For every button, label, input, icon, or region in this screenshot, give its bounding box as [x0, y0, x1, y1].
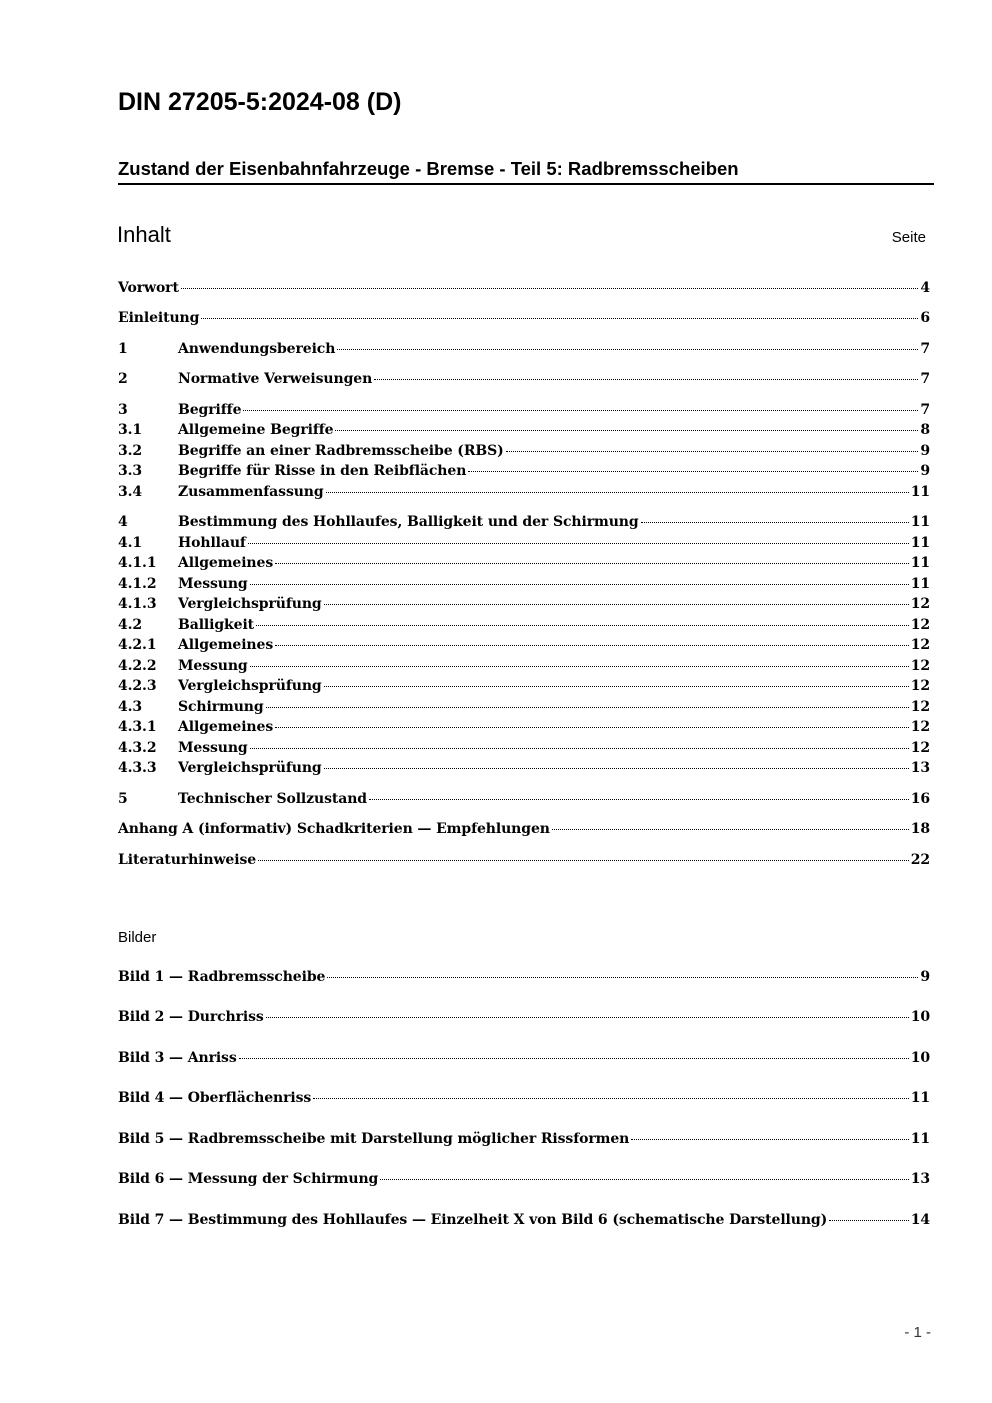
toc-entry-number: 4.1 — [118, 535, 143, 551]
toc-entry-page: 13 — [910, 760, 930, 776]
toc-entry[interactable] — [118, 637, 930, 657]
figure-entry-page: 11 — [910, 1090, 930, 1106]
toc-entry-label: Allgemeines — [178, 637, 274, 653]
dot-leader — [266, 1017, 909, 1018]
toc-entry-number: 4.2.1 — [118, 637, 157, 653]
toc-entry[interactable] — [118, 719, 930, 739]
toc-entry-number: 3.4 — [118, 484, 143, 500]
dot-leader — [313, 1098, 909, 1099]
toc-entry-label: Technischer Sollzustand — [178, 791, 367, 807]
dot-leader — [335, 430, 918, 431]
toc-entry-number: 4.3 — [118, 699, 143, 715]
toc-entry[interactable] — [118, 852, 930, 872]
figure-entry-label: Bild 6 — Messung der Schirmung — [118, 1171, 379, 1187]
dot-leader — [275, 563, 909, 564]
page-number: - 1 - — [904, 1324, 931, 1341]
toc-entry-page: 12 — [910, 658, 930, 674]
dot-leader — [374, 379, 918, 380]
dot-leader — [631, 1139, 908, 1140]
toc-entry-page: 11 — [910, 535, 930, 551]
dot-leader — [256, 625, 909, 626]
toc-entry[interactable] — [118, 658, 930, 678]
toc-entry[interactable] — [118, 740, 930, 760]
dot-leader — [327, 977, 918, 978]
toc-entry[interactable] — [118, 422, 930, 442]
toc-entry-label: Anwendungsbereich — [178, 341, 336, 357]
toc-entry[interactable] — [118, 310, 930, 330]
dot-leader — [250, 666, 909, 667]
dot-leader — [506, 451, 919, 452]
toc-entry-label: Zusammenfassung — [178, 484, 324, 500]
toc-entry-page: 4 — [920, 280, 930, 296]
toc-entry-number: 4.2.2 — [118, 658, 157, 674]
dot-leader — [641, 522, 909, 523]
dot-leader — [552, 829, 909, 830]
toc-entry-label: Anhang A (informativ) Schadkriterien — Empfehlungen — [118, 821, 550, 837]
toc-entry-page: 16 — [910, 791, 930, 807]
toc-entry[interactable] — [118, 699, 930, 719]
toc-entry-label: Begriffe an einer Radbremsscheibe (RBS) — [178, 443, 504, 459]
figure-entry[interactable] — [118, 1131, 930, 1151]
figure-entry-label: Bild 1 — Radbremsscheibe — [118, 969, 326, 985]
toc-entry-label: Balligkeit — [178, 617, 255, 633]
toc-entry[interactable] — [118, 555, 930, 575]
dot-leader — [250, 748, 909, 749]
toc-entry-page: 12 — [910, 719, 930, 735]
toc-entry-page: 9 — [920, 463, 930, 479]
dot-leader — [275, 727, 909, 728]
figure-entry-page: 10 — [910, 1050, 930, 1066]
toc-entry[interactable] — [118, 617, 930, 637]
toc-entry-label: Begriffe für Risse in den Reibflächen — [178, 463, 467, 479]
toc-entry-page: 11 — [910, 555, 930, 571]
figure-entry-page: 13 — [910, 1171, 930, 1187]
dot-leader — [201, 318, 918, 319]
toc-entry-page: 12 — [910, 678, 930, 694]
figures-heading: Bilder — [118, 929, 157, 946]
toc-entry-label: Vergleichsprüfung — [178, 760, 322, 776]
dot-leader — [181, 288, 919, 289]
toc-entry-label: Einleitung — [118, 310, 200, 326]
toc-entry-page: 22 — [910, 852, 930, 868]
toc-entry-number: 3 — [118, 402, 128, 418]
toc-entry[interactable] — [118, 341, 930, 361]
toc-entry-label: Vorwort — [118, 280, 179, 296]
toc-entry-label: Allgemeine Begriffe — [178, 422, 334, 438]
dot-leader — [380, 1179, 908, 1180]
toc-entry-label: Bestimmung des Hohllaufes, Balligkeit und der Schirmung — [178, 514, 639, 530]
toc-entry-label: Allgemeines — [178, 719, 274, 735]
toc-entry-number: 3.1 — [118, 422, 143, 438]
document-title: DIN 27205-5:2024-08 (D) — [118, 88, 402, 116]
toc-entry-number: 3.2 — [118, 443, 143, 459]
figure-entry[interactable] — [118, 1090, 930, 1110]
figure-entry-label: Bild 3 — Anriss — [118, 1050, 237, 1066]
dot-leader — [275, 645, 909, 646]
toc-entry-number: 4.2.3 — [118, 678, 157, 694]
toc-entry[interactable] — [118, 463, 930, 483]
figure-entry-page: 9 — [920, 969, 930, 985]
toc-entry-label: Begriffe — [178, 402, 242, 418]
toc-entry-page: 11 — [910, 576, 930, 592]
toc-entry[interactable] — [118, 514, 930, 534]
toc-entry-number: 5 — [118, 791, 128, 807]
toc-entry-page: 7 — [920, 341, 930, 357]
toc-entry-label: Vergleichsprüfung — [178, 678, 322, 694]
dot-leader — [324, 686, 909, 687]
toc-entry-page: 6 — [920, 310, 930, 326]
dot-leader — [326, 492, 909, 493]
toc-entry[interactable] — [118, 402, 930, 422]
dot-leader — [250, 584, 909, 585]
toc-entry-number: 4.3.3 — [118, 760, 157, 776]
toc-entry[interactable] — [118, 791, 930, 811]
toc-entry-page: 12 — [910, 596, 930, 612]
toc-entry-page: 12 — [910, 617, 930, 633]
toc-entry-page: 9 — [920, 443, 930, 459]
toc-heading: Inhalt — [117, 222, 171, 247]
dot-leader — [468, 471, 918, 472]
toc-entry-page: 11 — [910, 484, 930, 500]
toc-entry-label: Messung — [178, 658, 248, 674]
toc-entry[interactable] — [118, 821, 930, 841]
figure-entry-label: Bild 4 — Oberflächenriss — [118, 1090, 312, 1106]
toc-entry-page: 12 — [910, 699, 930, 715]
toc-entry-label: Messung — [178, 740, 248, 756]
toc-entry-number: 4.3.2 — [118, 740, 157, 756]
toc-entry-number: 4.1.2 — [118, 576, 157, 592]
toc-entry-page: 7 — [920, 371, 930, 387]
toc-entry-number: 4.3.1 — [118, 719, 157, 735]
toc-entry[interactable] — [118, 576, 930, 596]
dot-leader — [324, 604, 909, 605]
figure-entry[interactable] — [118, 1212, 930, 1232]
figure-entry-page: 11 — [910, 1131, 930, 1147]
toc-entry-label: Schirmung — [178, 699, 264, 715]
document-subtitle: Zustand der Eisenbahnfahrzeuge - Bremse - Teil 5: Radbremsscheiben — [118, 158, 934, 185]
figure-entry-label: Bild 7 — Bestimmung des Hohllaufes — Einzelheit X von Bild 6 (schematische Darstellung) — [118, 1212, 828, 1228]
figure-entry-label: Bild 2 — Durchriss — [118, 1009, 264, 1025]
toc-entry[interactable] — [118, 371, 930, 391]
toc-entry-page: 8 — [920, 422, 930, 438]
figure-entry[interactable] — [118, 969, 930, 989]
dot-leader — [258, 860, 909, 861]
toc-entry[interactable] — [118, 760, 930, 780]
figure-entry-page: 10 — [910, 1009, 930, 1025]
toc-entry-page: 12 — [910, 740, 930, 756]
toc-entry-label: Hohllauf — [178, 535, 246, 551]
toc-entry-number: 4.1.1 — [118, 555, 157, 571]
figure-entry-page: 14 — [910, 1212, 930, 1228]
figure-entry[interactable] — [118, 1050, 930, 1070]
figure-entry[interactable] — [118, 1009, 930, 1029]
toc-entry-label: Messung — [178, 576, 248, 592]
figure-entry-label: Bild 5 — Radbremsscheibe mit Darstellung möglicher Rissformen — [118, 1131, 630, 1147]
toc-entry-label: Allgemeines — [178, 555, 274, 571]
toc-entry[interactable] — [118, 280, 930, 300]
toc-entry-number: 4.1.3 — [118, 596, 157, 612]
toc-entry[interactable] — [118, 596, 930, 616]
dot-leader — [266, 707, 909, 708]
toc-entry-label: Literaturhinweise — [118, 852, 257, 868]
figure-entry[interactable] — [118, 1171, 930, 1191]
toc-entry-number: 3.3 — [118, 463, 143, 479]
dot-leader — [369, 799, 909, 800]
dot-leader — [243, 410, 918, 411]
toc-entry[interactable] — [118, 678, 930, 698]
toc-entry-label: Normative Verweisungen — [178, 371, 373, 387]
dot-leader — [248, 543, 909, 544]
toc-entry-page: 7 — [920, 402, 930, 418]
toc-entry-number: 1 — [118, 341, 128, 357]
toc-entry[interactable] — [118, 535, 930, 555]
toc-entry-number: 4.2 — [118, 617, 143, 633]
toc-entry-number: 2 — [118, 371, 128, 387]
toc-entry[interactable] — [118, 443, 930, 463]
toc-entry-page: 11 — [910, 514, 930, 530]
dot-leader — [239, 1058, 909, 1059]
dot-leader — [829, 1220, 909, 1221]
dot-leader — [324, 768, 909, 769]
dot-leader — [337, 349, 918, 350]
toc-entry-label: Vergleichsprüfung — [178, 596, 322, 612]
toc-entry[interactable] — [118, 484, 930, 504]
toc-page-column-label: Seite — [891, 229, 926, 246]
toc-entry-page: 12 — [910, 637, 930, 653]
toc-entry-page: 18 — [910, 821, 930, 837]
toc-entry-number: 4 — [118, 514, 128, 530]
